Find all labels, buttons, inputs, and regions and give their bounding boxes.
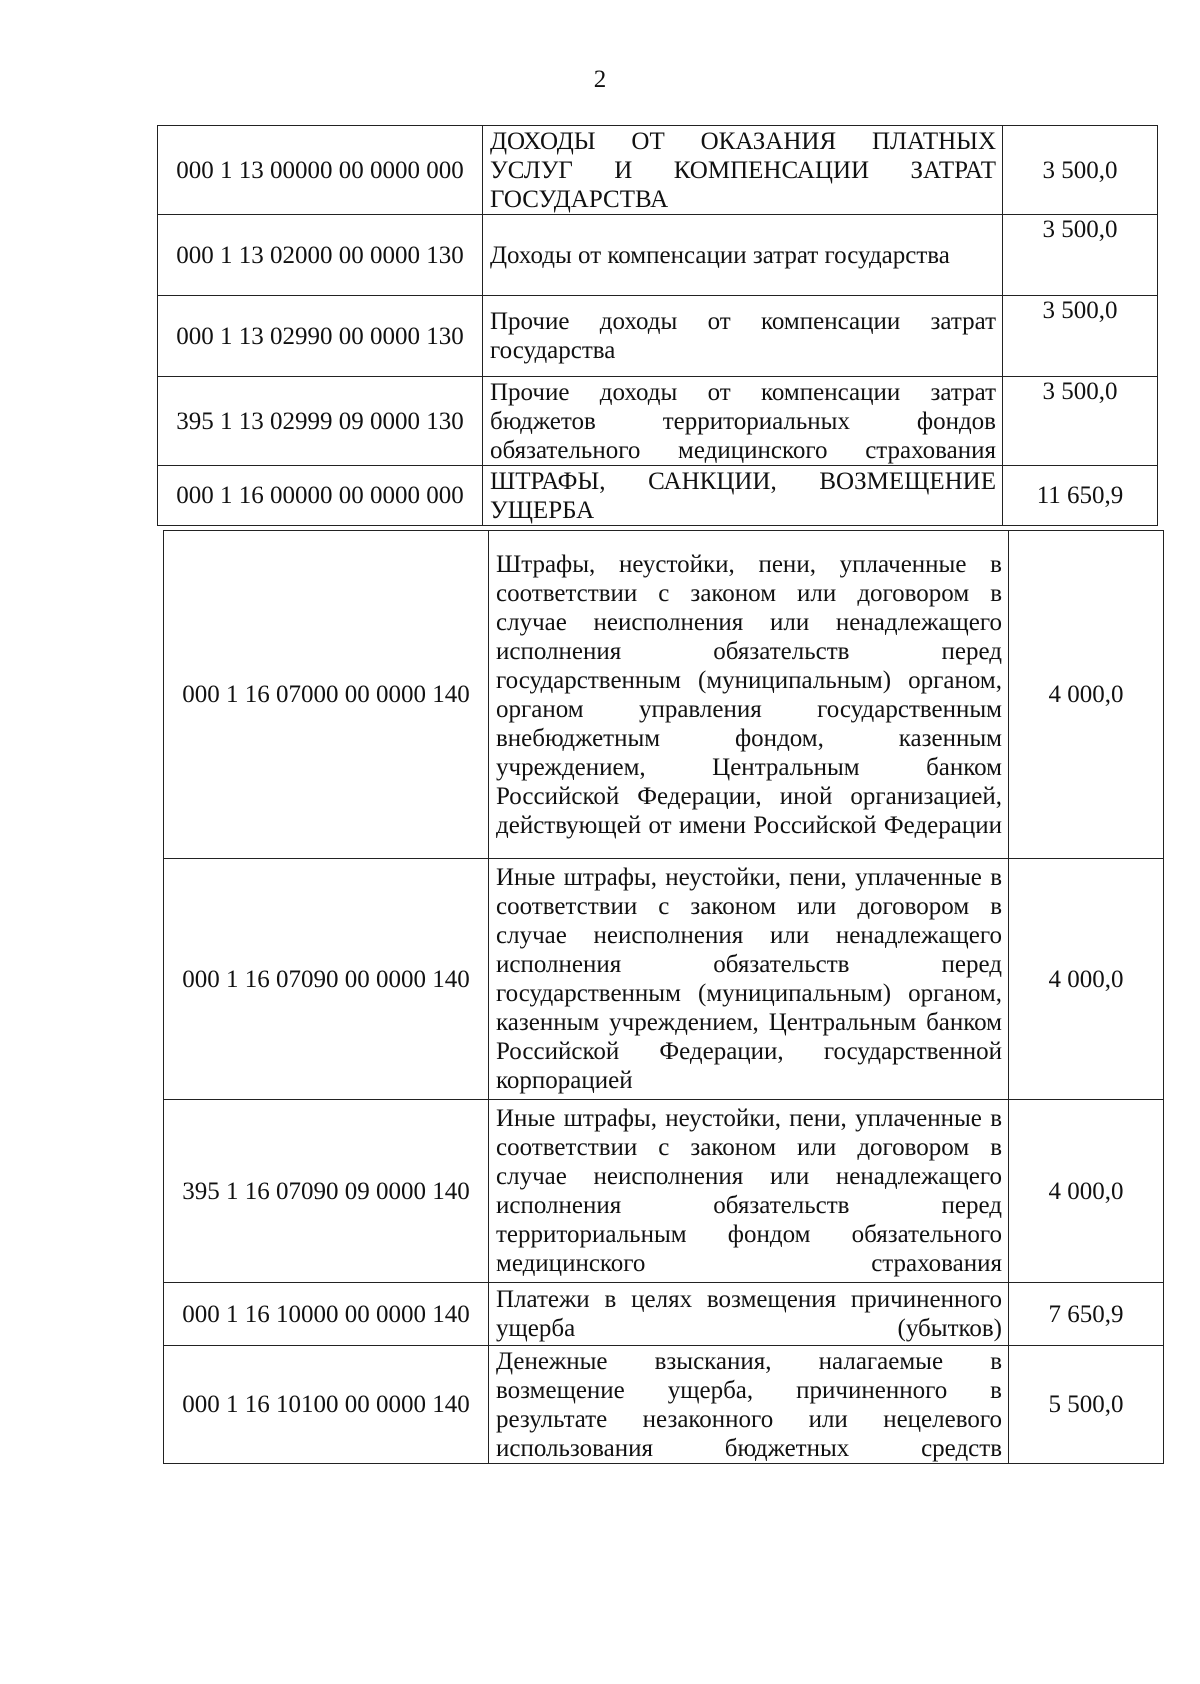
amount: 3 500,0 (1003, 296, 1158, 377)
revenue-name: ШТРАФЫ, САНКЦИИ, ВОЗМЕЩЕНИЕ УЩЕРБА (483, 466, 1003, 526)
revenue-name: ДОХОДЫ ОТ ОКАЗАНИЯ ПЛАТНЫХ УСЛУГ И КОМПЕНСАЦИИ ЗАТРАТ ГОСУДАРСТВА (483, 126, 1003, 215)
revenue-name: Денежные взыскания, налагаемые в возмещение ущерба, причиненного в результате незаконного или нецелевого использования бюджетных средств (489, 1346, 1009, 1464)
budget-code: 000 1 16 07000 00 0000 140 (164, 531, 489, 859)
table-row (158, 126, 1158, 215)
revenue-name: Доходы от компенсации затрат государства (483, 215, 1003, 296)
revenue-table-lower (163, 530, 1164, 1464)
amount: 7 650,9 (1009, 1283, 1164, 1346)
amount: 11 650,9 (1003, 466, 1158, 526)
amount: 3 500,0 (1003, 126, 1158, 215)
revenue-name: Иные штрафы, неустойки, пени, уплаченные в соответствии с законом или договором в случае неисполнения или ненадлежащего исполнения обязательств перед территориальным фондом обязательного медицинского страхования (489, 1100, 1009, 1283)
budget-code: 395 1 16 07090 09 0000 140 (164, 1100, 489, 1283)
revenue-name: Штрафы, неустойки, пени, уплаченные в соответствии с законом или договором в случае неисполнения или ненадлежащего исполнения обязательств перед государственным (муниципальным) органом, органом управления государственным внебюджетным фондом, казенным учреждением, Центральным банком Российской Федерации, иной организацией, действующей от имени Российской Федерации (489, 531, 1009, 859)
amount: 5 500,0 (1009, 1346, 1164, 1464)
table-row (164, 1100, 1164, 1283)
amount: 3 500,0 (1003, 215, 1158, 296)
budget-code: 000 1 13 02990 00 0000 130 (158, 296, 483, 377)
table-row (158, 466, 1158, 526)
budget-code: 000 1 16 07090 00 0000 140 (164, 859, 489, 1100)
budget-code: 000 1 13 00000 00 0000 000 (158, 126, 483, 215)
amount: 4 000,0 (1009, 1100, 1164, 1283)
amount: 4 000,0 (1009, 531, 1164, 859)
revenue-name: Платежи в целях возмещения причиненного ущерба (убытков) (489, 1283, 1009, 1346)
table-row (158, 377, 1158, 466)
revenue-table-upper (157, 125, 1158, 526)
table-row (164, 1283, 1164, 1346)
table-row (158, 296, 1158, 377)
budget-code: 000 1 16 10000 00 0000 140 (164, 1283, 489, 1346)
budget-code: 000 1 16 10100 00 0000 140 (164, 1346, 489, 1464)
amount: 4 000,0 (1009, 859, 1164, 1100)
amount: 3 500,0 (1003, 377, 1158, 466)
table-row (164, 531, 1164, 859)
page-number: 2 (593, 66, 607, 93)
revenue-name: Прочие доходы от компенсации затрат государства (483, 296, 1003, 377)
revenue-name: Иные штрафы, неустойки, пени, уплаченные в соответствии с законом или договором в случае неисполнения или ненадлежащего исполнения обязательств перед государственным (муниципальным) органом, казенным учреждением, Центральным банком Российской Федерации, государственной корпорацией (489, 859, 1009, 1100)
budget-code: 395 1 13 02999 09 0000 130 (158, 377, 483, 466)
revenue-name: Прочие доходы от компенсации затрат бюджетов территориальных фондов обязательного медицинского страхования (483, 377, 1003, 466)
table-row (164, 1346, 1164, 1464)
table-row (158, 215, 1158, 296)
budget-code: 000 1 13 02000 00 0000 130 (158, 215, 483, 296)
table-row (164, 859, 1164, 1100)
budget-code: 000 1 16 00000 00 0000 000 (158, 466, 483, 526)
